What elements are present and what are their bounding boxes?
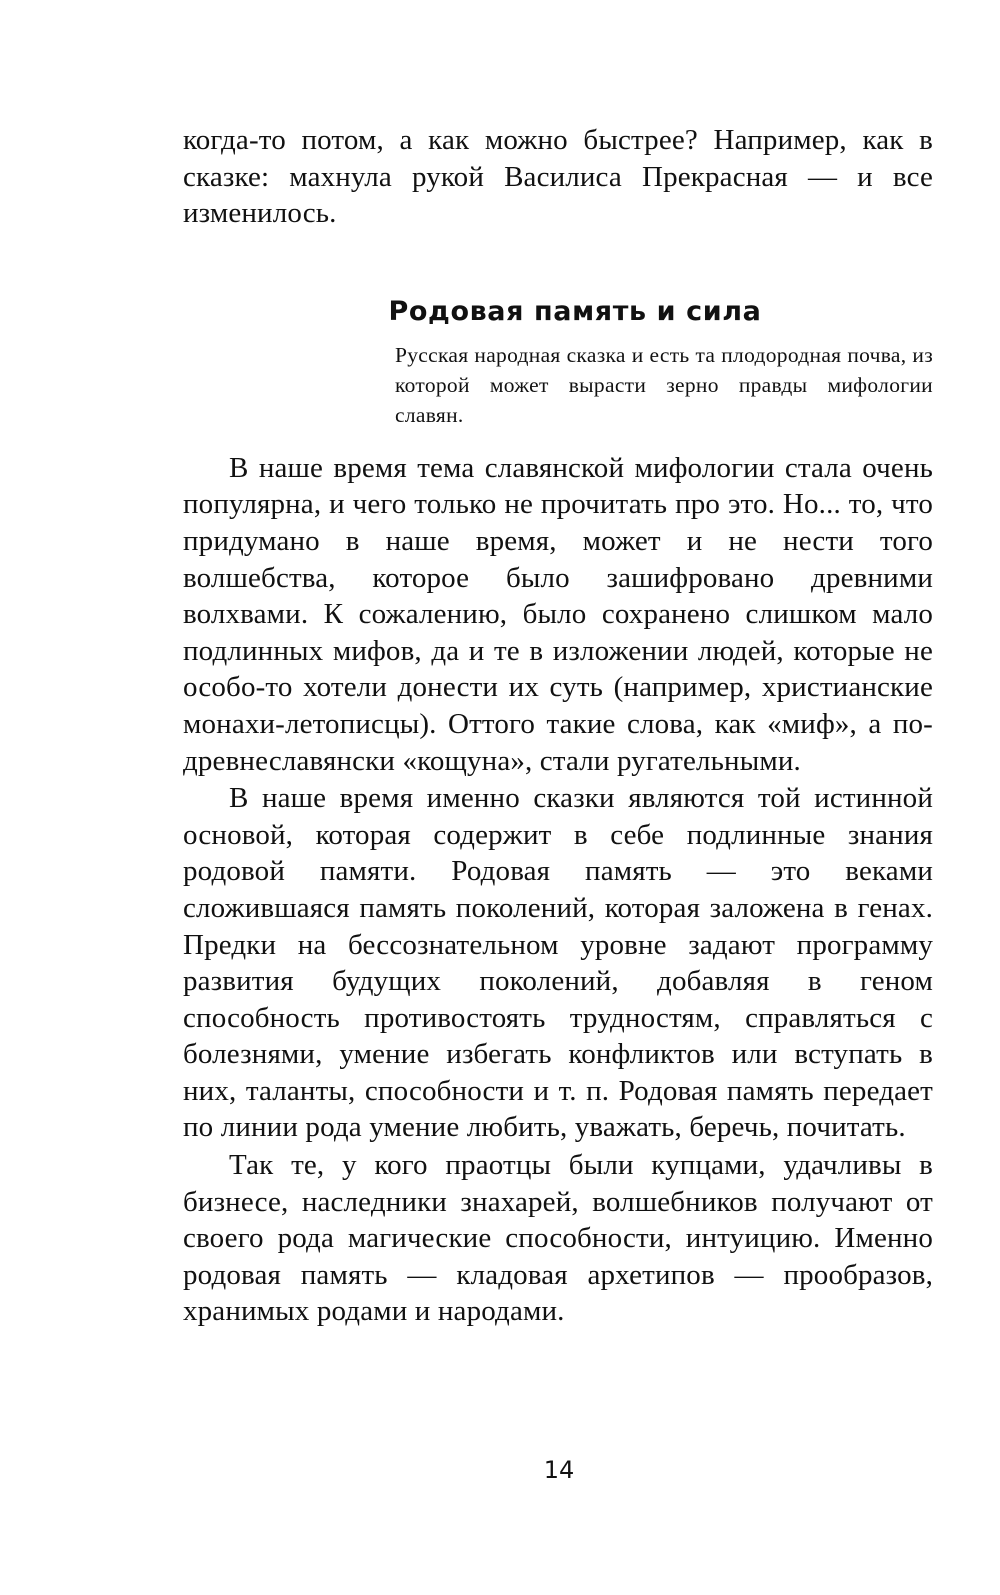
- paragraph: В наше время тема славянской мифологии стала очень популярна, и чего только не прочитать про это. Но... то, что придумано в наше время, может и не нести того волшебства, которое было зашифровано древними волхвами. К сожалению, было сохранено слишком мало подлинных мифов, да и те в изложении людей, которые не особо-то хотели донести их суть (например, христианские монахи-летописцы). Оттого такие слова, как «миф», а по-древнеславянски «кощуна», стали ругательными.: [183, 451, 933, 777]
- book-page: [183, 122, 933, 1330]
- epigraph: Русская народная сказка и есть та плодородная почва, из которой может вырасти зерно правды мифологии славян.: [395, 342, 933, 427]
- paragraph: Так те, у кого праотцы были купцами, удачливы в бизнесе, наследники знахарей, волшебников получают от своего рода магические способности, интуицию. Именно родовая память — кладовая архетипов — прообразов, хранимых родами и народами.: [183, 1149, 933, 1328]
- paragraph: В наше время именно сказки являются той истинной основой, которая содержит в себе подлинные знания родовой памяти. Родовая память — это веками сложившаяся память поколений, которая заложена в генах. Предки на бессознательном уровне задают программу развития будущих поколений, добавляя в геном способность противостоять трудностям, справляться с болезнями, умение избегать конфликтов или вступать в них, таланты, способности и т. п. Родовая память передает по линии рода умение любить, уважать, беречь, почитать.: [183, 782, 933, 1144]
- body-text: [183, 450, 933, 1330]
- intro-paragraph: когда-то потом, а как можно быстрее? Например, как в сказке: махнула рукой Василиса Прекрасная — и все изменилось.: [183, 124, 933, 230]
- section-heading: Родовая память и сила: [388, 295, 762, 327]
- page-number: 14: [543, 1456, 575, 1484]
